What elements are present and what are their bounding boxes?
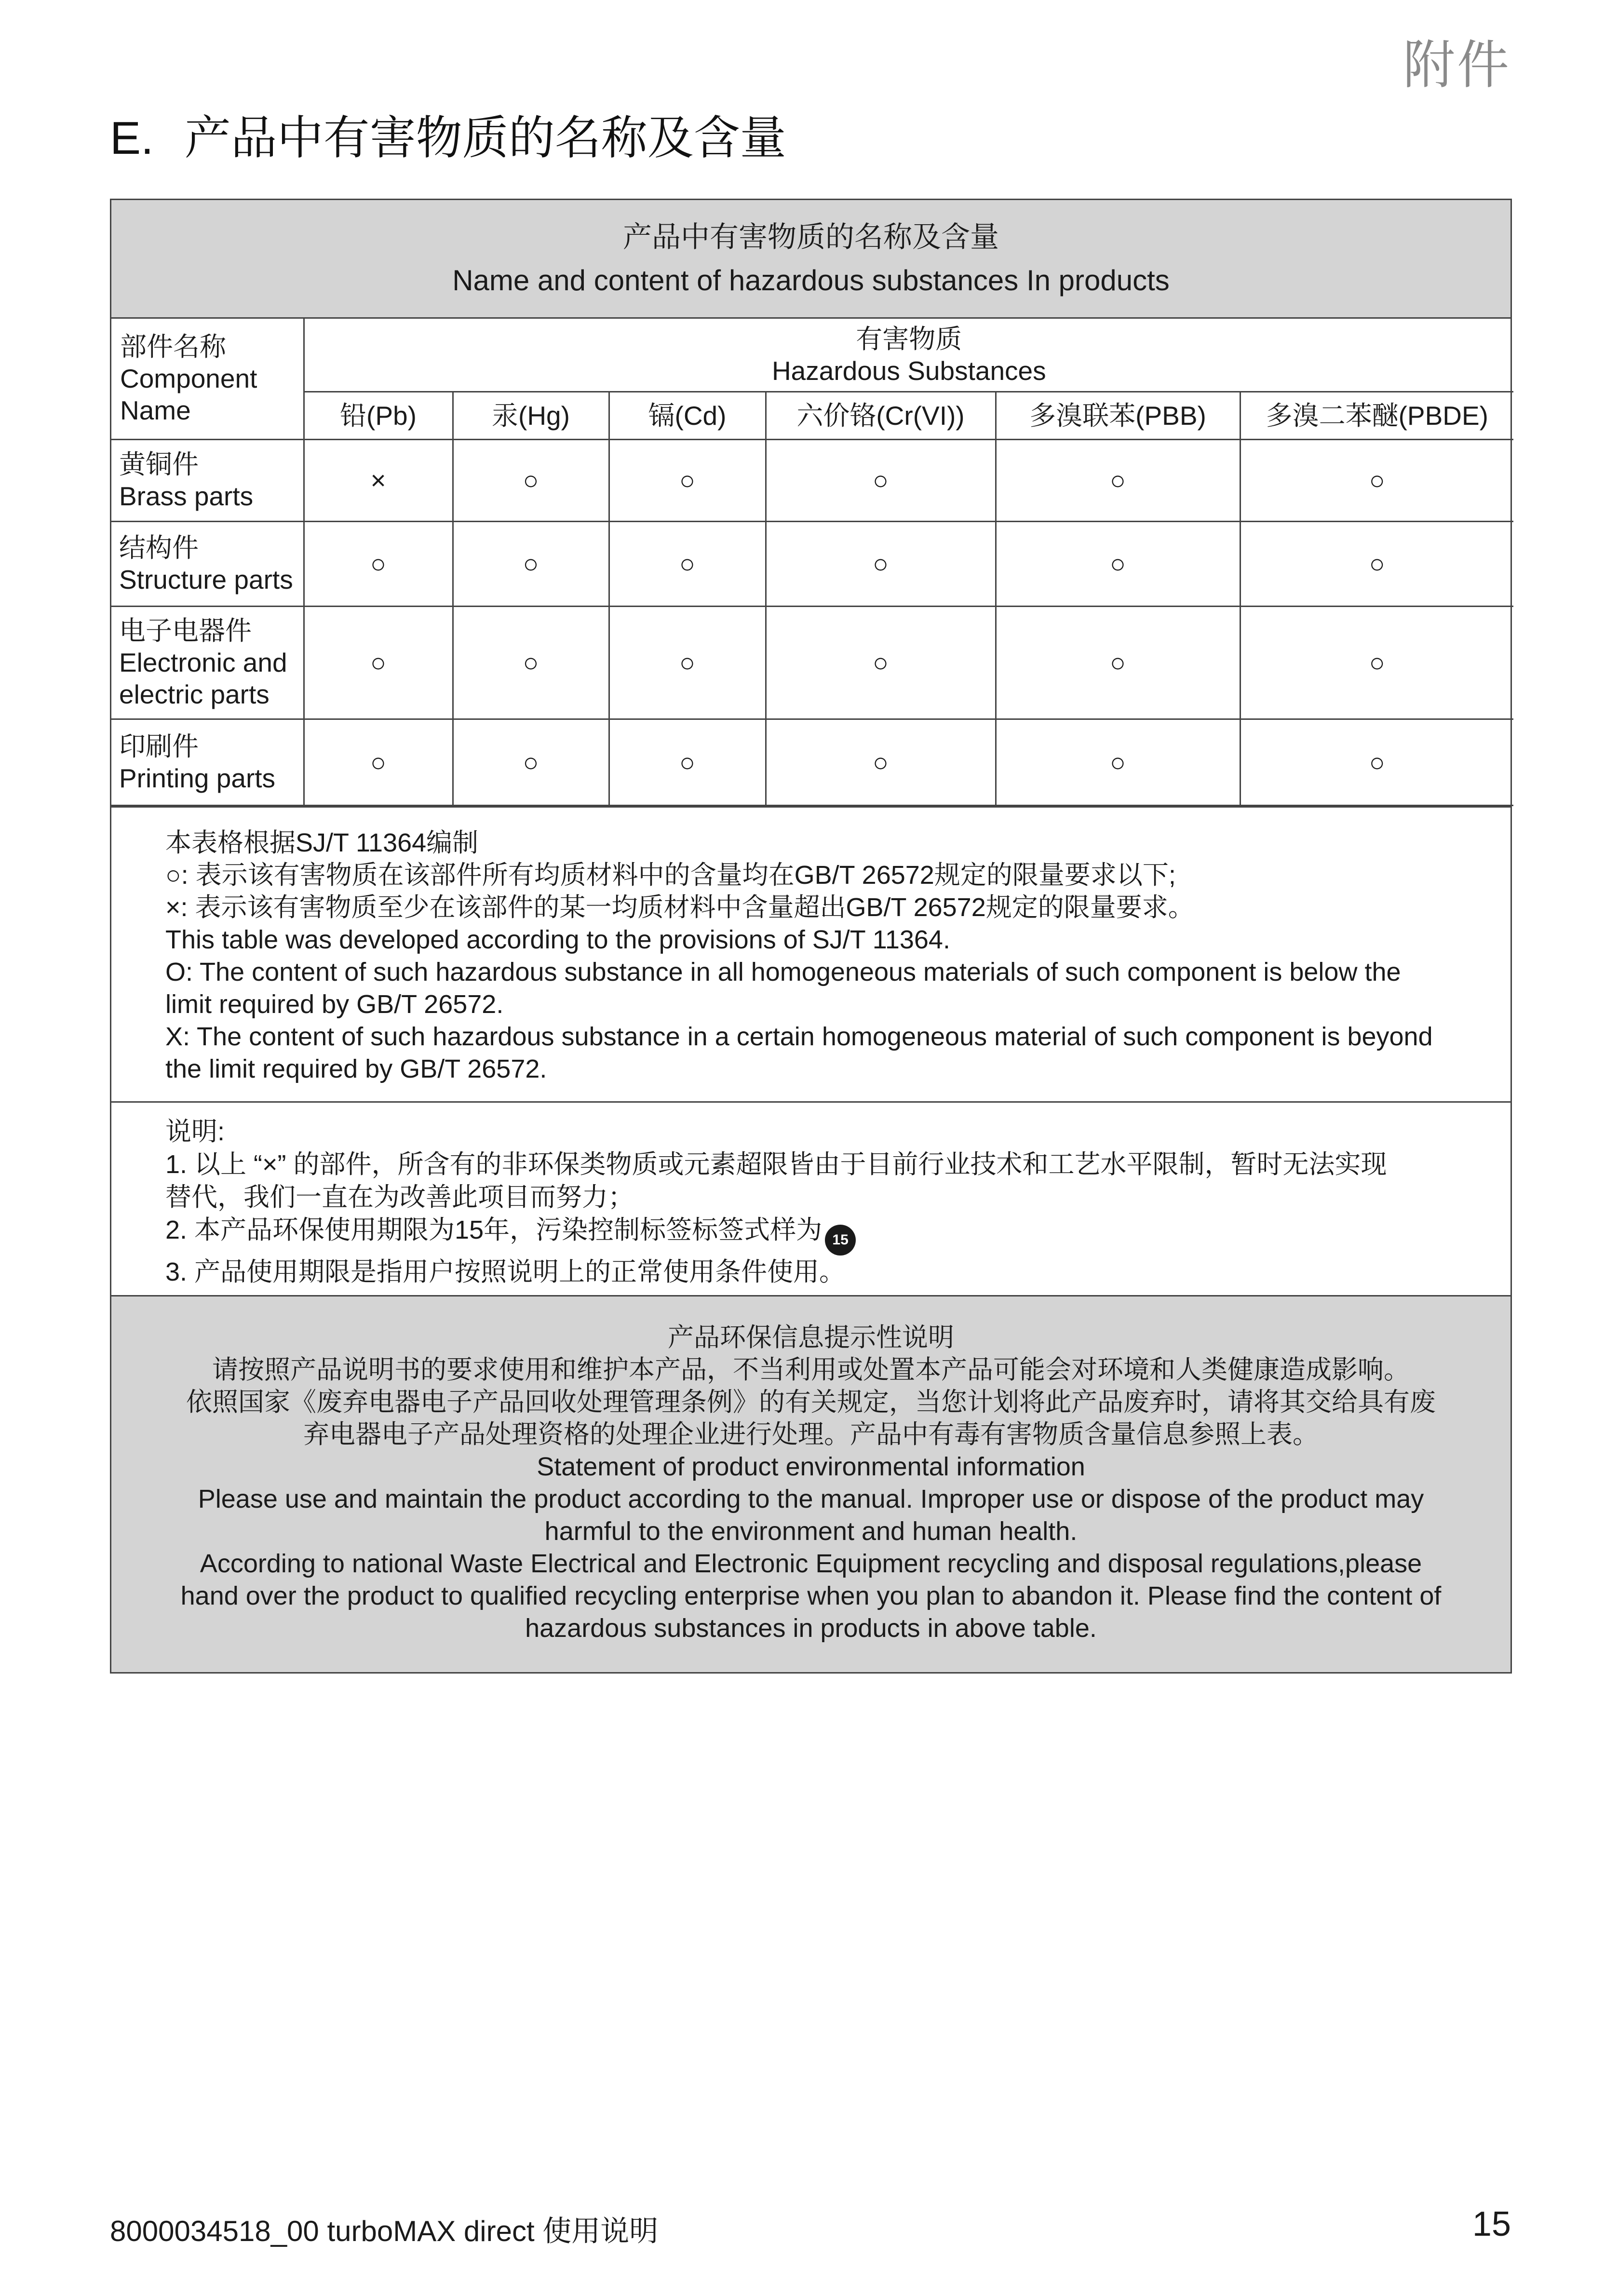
note-line: limit required by GB/T 26572. bbox=[165, 989, 504, 1019]
note-line: O: The content of such hazardous substance in all homogeneous materials of such component is below the bbox=[165, 957, 1401, 986]
component-name-header: 部件名称 Component Name bbox=[111, 319, 304, 439]
column-header-pbb: 多溴联苯(PBB) bbox=[996, 392, 1240, 439]
env-line: hazardous substances in products in above table. bbox=[525, 1613, 1097, 1643]
cell-mark: ○ bbox=[304, 606, 453, 719]
column-header-pbde: 多溴二苯醚(PBDE) bbox=[1240, 392, 1513, 439]
cell-mark: ○ bbox=[304, 521, 453, 606]
table-row bbox=[111, 719, 1513, 805]
cell-mark: ○ bbox=[453, 606, 609, 719]
cell-mark: ○ bbox=[1240, 439, 1513, 521]
cell-mark: ○ bbox=[996, 521, 1240, 606]
explanation-line: 1. 以上 “×” 的部件，所含有的非环保类物质或元素超限皆由于目前行业技术和工艺水平限制，暂时无法实现 bbox=[165, 1149, 1387, 1179]
table-row bbox=[111, 606, 1513, 719]
env-line: hand over the product to qualified recycling enterprise when you plan to abandon it. Please find the content of bbox=[180, 1581, 1442, 1610]
cell-mark: ○ bbox=[453, 521, 609, 606]
row-label-structure: 结构件 Structure parts bbox=[111, 521, 304, 606]
page-number: 15 bbox=[1472, 2205, 1511, 2243]
env-line: 弃电器电子产品处理资格的处理企业进行处理。产品中有毒有害物质含量信息参照上表。 bbox=[303, 1419, 1319, 1449]
env-line: According to national Waste Electrical and Electronic Equipment recycling and disposal regulations,please bbox=[200, 1549, 1422, 1578]
table-row bbox=[111, 439, 1513, 521]
explanation-line: 3. 产品使用期限是指用户按照说明上的正常使用条件使用。 bbox=[165, 1257, 846, 1286]
explanation-line: 2. 本产品环保使用期限为15年，污染控制标签标签式样为 15 bbox=[165, 1214, 1482, 1256]
column-header-hg: 汞(Hg) bbox=[453, 392, 609, 439]
note-line: ×: 表示该有害物质至少在该部件的某一均质材料中含量超出GB/T 26572规定的限量要求。 bbox=[165, 892, 1194, 922]
note-line: X: The content of such hazardous substance in a certain homogeneous material of such component is beyond bbox=[165, 1022, 1433, 1051]
row-label-electronic: 电子电器件 Electronic and electric parts bbox=[111, 606, 304, 719]
explanation-line: 替代，我们一直在为改善此项目而努力； bbox=[165, 1182, 634, 1212]
note-line: ○: 表示该有害物质在该部件所有均质材料中的含量均在GB/T 26572规定的限量要求以下; bbox=[165, 860, 1176, 890]
environment-info-section bbox=[111, 1295, 1510, 1672]
cell-mark: ○ bbox=[996, 719, 1240, 805]
cell-mark: ○ bbox=[609, 719, 766, 805]
row-label-printing: 印刷件 Printing parts bbox=[111, 719, 304, 805]
cell-mark: ○ bbox=[609, 521, 766, 606]
cell-mark: ○ bbox=[1240, 606, 1513, 719]
footer-document-id: 8000034518_00 turboMAX direct 使用说明 bbox=[110, 2215, 659, 2247]
note-line: the limit required by GB/T 26572. bbox=[165, 1054, 547, 1083]
table-row bbox=[111, 521, 1513, 606]
note-line: 本表格根据SJ/T 11364编制 bbox=[165, 828, 479, 857]
cell-mark: ○ bbox=[996, 606, 1240, 719]
env-line: 请按照产品说明书的要求使用和维护本产品，不当利用或处置本产品可能会对环境和人类健康造成影响。 bbox=[212, 1355, 1410, 1384]
cell-mark: ○ bbox=[609, 439, 766, 521]
section-heading bbox=[110, 101, 786, 167]
cell-mark: ○ bbox=[766, 606, 996, 719]
column-header-pb: 铅(Pb) bbox=[304, 392, 453, 439]
env-line: harmful to the environment and human health. bbox=[544, 1516, 1078, 1546]
column-header-cr6: 六价铬(Cr(VI)) bbox=[766, 392, 996, 439]
cell-mark: ○ bbox=[1240, 521, 1513, 606]
cell-mark: ○ bbox=[996, 439, 1240, 521]
eco-pollution-label-icon: 15 bbox=[825, 1225, 856, 1256]
note-line: This table was developed according to the provisions of SJ/T 11364. bbox=[165, 925, 950, 954]
cell-mark: ○ bbox=[304, 719, 453, 805]
hazard-substance-table-box bbox=[110, 199, 1512, 1674]
env-line: 依照国家《废弃电器电子产品回收处理管理条例》的有关规定，当您计划将此产品废弃时，请将其交给具有废 bbox=[186, 1387, 1436, 1417]
column-header-cd: 镉(Cd) bbox=[609, 392, 766, 439]
cell-mark: ○ bbox=[453, 719, 609, 805]
env-line: 产品环保信息提示性说明 bbox=[668, 1323, 954, 1352]
cell-mark: ○ bbox=[609, 606, 766, 719]
hazard-table bbox=[111, 319, 1513, 806]
cell-mark: × bbox=[304, 439, 453, 521]
cell-mark: ○ bbox=[453, 439, 609, 521]
env-line: Statement of product environmental information bbox=[537, 1452, 1085, 1481]
cell-mark: ○ bbox=[766, 719, 996, 805]
section-title: 产品中有害物质的名称及含量 bbox=[184, 112, 786, 164]
explanation-section bbox=[111, 1101, 1510, 1295]
section-letter: E. bbox=[110, 112, 154, 164]
cell-mark: ○ bbox=[1240, 719, 1513, 805]
table-title-en: Name and content of hazardous substances In products bbox=[452, 264, 1170, 297]
hazardous-substances-header: 有害物质 Hazardous Substances bbox=[304, 319, 1513, 392]
appendix-label: 附件 bbox=[1402, 36, 1511, 94]
explanation-title: 说明: bbox=[165, 1117, 225, 1146]
table-notes bbox=[111, 806, 1510, 1101]
table-title-band bbox=[111, 200, 1510, 319]
cell-mark: ○ bbox=[766, 439, 996, 521]
env-line: Please use and maintain the product according to the manual. Improper use or dispose of the product may bbox=[198, 1484, 1424, 1513]
row-label-brass: 黄铜件 Brass parts bbox=[111, 439, 304, 521]
cell-mark: ○ bbox=[766, 521, 996, 606]
table-title-cn: 产品中有害物质的名称及含量 bbox=[623, 220, 999, 253]
